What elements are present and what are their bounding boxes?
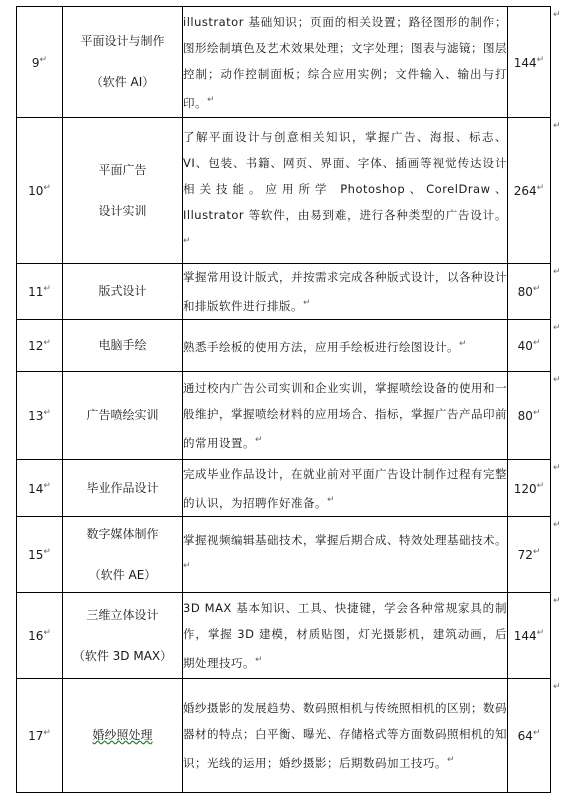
course-hours-text: 40 <box>517 339 533 353</box>
course-name-line: 版式设计 <box>98 284 147 298</box>
course-content <box>183 517 508 593</box>
row-end-mark: ↵ <box>553 323 561 333</box>
course-name <box>63 118 183 264</box>
table-row <box>17 460 551 517</box>
course-name-line: 数字媒体制作 <box>86 526 159 541</box>
row-number <box>17 264 63 320</box>
course-name <box>63 264 183 320</box>
row-number <box>17 7 63 118</box>
row-end-mark: ↵ <box>553 121 561 131</box>
row-number <box>17 320 63 372</box>
paragraph-mark: ↵ <box>43 547 51 557</box>
course-name <box>63 372 183 460</box>
course-hours <box>508 7 551 118</box>
course-hours <box>508 593 551 679</box>
row-number <box>17 593 63 679</box>
course-name-line: 婚纱照处理 <box>92 728 153 742</box>
paragraph-mark: ↵ <box>532 408 541 418</box>
paragraph-mark: ↵ <box>536 628 545 638</box>
course-content <box>183 593 508 679</box>
paragraph-mark: ↵ <box>43 408 51 418</box>
course-name-line: 广告喷绘实训 <box>86 408 159 422</box>
course-hours <box>508 372 551 460</box>
course-name-line: 三维立体设计 <box>86 607 159 622</box>
course-hours <box>508 517 551 593</box>
course-content <box>183 679 508 793</box>
row-number-text: 9 <box>31 55 40 70</box>
course-hours-text: 120 <box>513 481 537 496</box>
course-hours-text: 144 <box>513 55 537 70</box>
table-row <box>17 118 551 264</box>
row-number <box>17 679 63 793</box>
course-name-line: （软件 AE） <box>88 567 157 582</box>
paragraph-mark: ↵ <box>183 236 192 247</box>
row-number <box>17 372 63 460</box>
course-name-line: 毕业作品设计 <box>86 480 159 495</box>
paragraph-mark: ↵ <box>303 298 312 309</box>
course-hours-text: 80 <box>517 409 533 423</box>
course-name-line: 设计实训 <box>98 203 147 218</box>
course-name-line: （软件 3D MAX） <box>72 648 173 663</box>
paragraph-mark: ↵ <box>43 628 51 638</box>
paragraph-mark: ↵ <box>43 480 51 491</box>
row-end-mark: ↵ <box>553 267 561 277</box>
course-content-text: illustrator 基础知识；页面的相关设置；路径图形的制作；图形绘制填色及艺术效果处理；文字处理；图表与滤镜；图层控制；动作控制面板；综合应用实例；文件输入、输出与打印。 <box>183 14 507 110</box>
course-name <box>63 593 183 679</box>
course-hours-text: 64 <box>517 729 533 743</box>
row-number-text: 11 <box>28 285 44 299</box>
paragraph-mark: ↵ <box>39 54 48 65</box>
paragraph-mark: ↵ <box>532 728 541 738</box>
course-content-text: 掌握视频编辑基础技术，掌握后期合成、特效处理基础技术。 <box>183 533 507 548</box>
course-content-text: 通过校内广告公司实训和企业实训，掌握喷绘设备的使用和一般维护，掌握喷绘材料的应用场合、指标，掌握广告产品印前的常用设置。 <box>183 381 507 450</box>
course-content-text: 3D MAX 基本知识、工具、快捷键，学会各种常规家具的制作，掌握 3D 建模，材质贴图，灯光摄影机，建筑动画，后期处理技巧。 <box>183 601 507 670</box>
course-content <box>183 372 508 460</box>
course-hours <box>508 320 551 372</box>
table-row <box>17 679 551 793</box>
row-number-text: 10 <box>28 184 44 198</box>
paragraph-mark: ↵ <box>43 284 51 294</box>
course-content-text: 掌握常用设计版式，并按需求完成各种版式设计，以各种设计和排版软件进行排版。 <box>183 270 507 313</box>
course-name-line: 平面设计与制作 <box>80 34 165 48</box>
course-content-text: 婚纱摄影的发展趋势、数码照相机与传统照相机的区别；数码器材的特点；白平衡、曝光、存储格式等方面数码照相机的知识；光线的运用；婚纱摄影；后期数码加工技巧。 <box>183 701 507 770</box>
paragraph-mark: ↵ <box>532 547 541 557</box>
course-content-text: 完成毕业作品设计，在就业前对平面广告设计制作过程有完整的认识，为招聘作好准备。 <box>183 466 507 510</box>
course-table <box>16 6 551 793</box>
paragraph-mark: ↵ <box>536 480 545 491</box>
paragraph-mark: ↵ <box>207 94 216 105</box>
course-hours-text: 80 <box>517 285 533 299</box>
course-name <box>63 517 183 593</box>
course-name <box>63 679 183 793</box>
row-number-text: 12 <box>28 339 44 353</box>
course-content-text: 熟悉手绘板的使用方法，应用手绘板进行绘图设计。 <box>183 339 459 354</box>
paragraph-mark: ↵ <box>43 728 51 738</box>
course-content <box>183 264 508 320</box>
course-hours-text: 264 <box>513 184 537 198</box>
course-content-text: 了解平面设计与创意相关知识，掌握广告、海报、标志、VI、包装、书籍、网页、界面、字体、插画等视觉传达设计相关技能。应用所学 Photoshop、CorelDraw、Illustrator 等软件，由易到难，进行各种类型的广告设计。 <box>183 130 507 223</box>
paragraph-mark: ↵ <box>536 54 545 65</box>
course-content <box>183 118 508 264</box>
row-number-text: 17 <box>28 729 44 743</box>
course-content <box>183 320 508 372</box>
course-name-line: 平面广告 <box>98 162 147 177</box>
paragraph-mark: ↵ <box>459 339 468 350</box>
row-end-mark: ↵ <box>553 463 561 473</box>
paragraph-mark: ↵ <box>536 183 545 193</box>
row-number-text: 16 <box>28 629 44 643</box>
paragraph-mark: ↵ <box>255 655 264 666</box>
row-number <box>17 460 63 517</box>
row-number-text: 14 <box>28 481 44 496</box>
row-end-mark: ↵ <box>553 682 561 692</box>
paragraph-mark: ↵ <box>255 435 264 446</box>
row-number <box>17 517 63 593</box>
row-end-mark: ↵ <box>553 520 561 530</box>
row-end-mark: ↵ <box>553 596 561 606</box>
course-hours <box>508 460 551 517</box>
paragraph-mark: ↵ <box>447 755 456 766</box>
paragraph-mark: ↵ <box>327 494 336 505</box>
course-hours-text: 72 <box>517 548 533 562</box>
course-hours <box>508 679 551 793</box>
course-content <box>183 7 508 118</box>
table-row <box>17 7 551 118</box>
course-name-line: 电脑手绘 <box>98 338 147 352</box>
course-name <box>63 460 183 517</box>
table-row <box>17 593 551 679</box>
table-row <box>17 372 551 460</box>
table-row <box>17 517 551 593</box>
table-row <box>17 320 551 372</box>
row-number-text: 15 <box>28 548 44 562</box>
row-number-text: 13 <box>28 409 44 423</box>
course-name-line: （软件 AI） <box>90 75 155 89</box>
paragraph-mark: ↵ <box>183 561 192 572</box>
row-end-mark: ↵ <box>553 10 561 20</box>
course-hours <box>508 264 551 320</box>
table-row <box>17 264 551 320</box>
course-hours-text: 144 <box>513 629 537 643</box>
course-hours <box>508 118 551 264</box>
paragraph-mark: ↵ <box>43 338 51 348</box>
course-name <box>63 320 183 372</box>
paragraph-mark: ↵ <box>532 284 541 294</box>
row-end-mark: ↵ <box>553 375 561 385</box>
row-number <box>17 118 63 264</box>
paragraph-mark: ↵ <box>43 183 51 193</box>
paragraph-mark: ↵ <box>532 338 541 348</box>
course-content <box>183 460 508 517</box>
course-name <box>63 7 183 118</box>
